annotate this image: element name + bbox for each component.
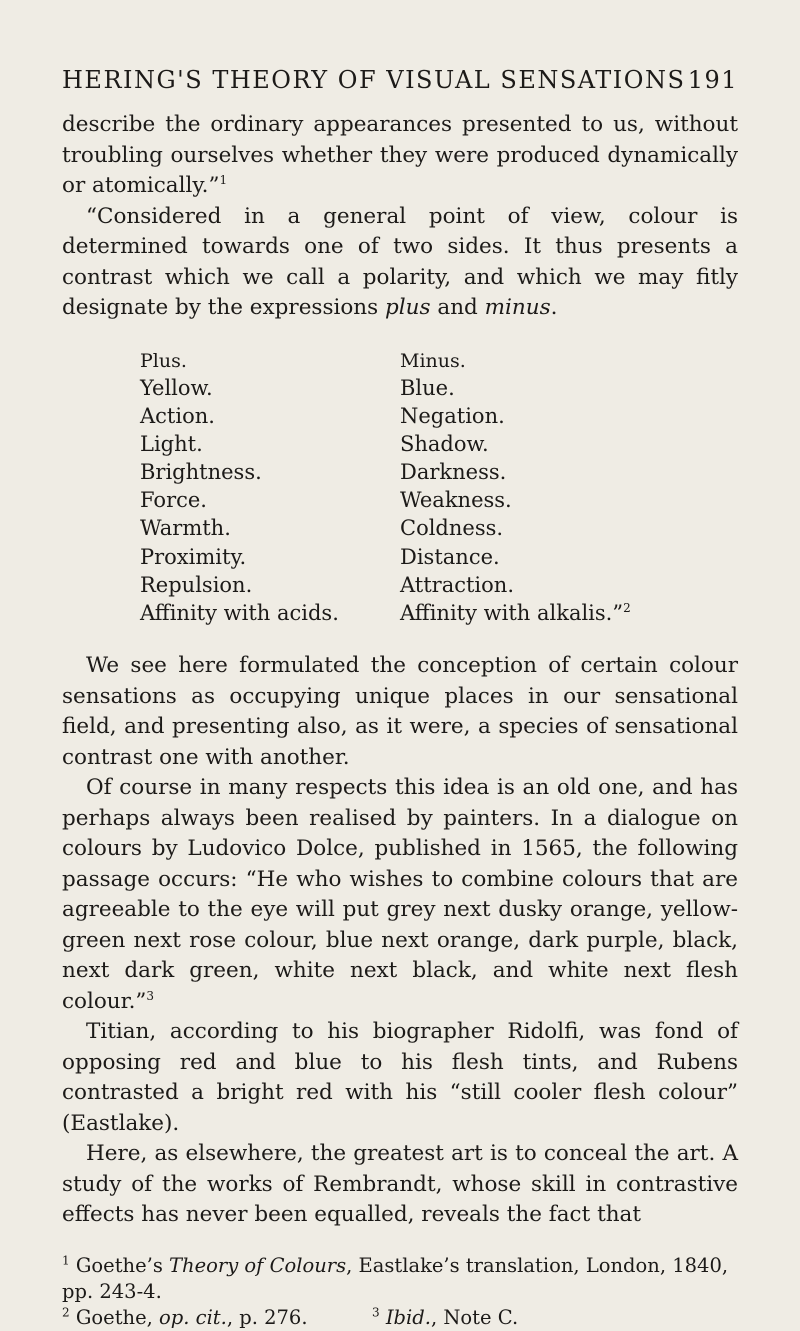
running-title: HERING'S THEORY OF VISUAL SENSATIONS [62, 66, 686, 94]
running-head [62, 66, 738, 94]
minus-term: minus [484, 295, 551, 320]
footnote-2-text: Goethe, [69, 1305, 160, 1329]
paragraph-4 [62, 773, 738, 1017]
plus-cell: Force. [140, 488, 207, 513]
plus-header: Plus. [140, 349, 187, 372]
minus-cell: Negation. [400, 403, 505, 428]
table-row [140, 573, 631, 601]
table-row [140, 545, 631, 573]
plus-term: plus [385, 295, 431, 320]
footnote-3-ibid: Ibid. [385, 1305, 431, 1329]
paragraph-1 [62, 110, 738, 202]
footnotes [62, 1253, 738, 1331]
plus-cell: Yellow. [140, 375, 213, 400]
footnote-ref-3: 3 [146, 988, 155, 1003]
table-row [140, 432, 631, 460]
table-header-row [140, 346, 631, 376]
minus-cell [400, 601, 631, 629]
footnote-ref-1: 1 [219, 172, 228, 187]
paragraph-2-text: “Considered in a general point of view, colour is determined towards one of two sides. It thus presents a contrast which we call a polarity, and which we may fitly designate by the expressions [62, 203, 738, 320]
table-row [140, 516, 631, 544]
table-row [140, 488, 631, 516]
period: . [550, 295, 558, 320]
table-row [140, 376, 631, 404]
minus-cell: Distance. [400, 544, 500, 569]
paragraph-4-text: Of course in many respects this idea is an old one, and has perhaps always been realised by painters. In a dialogue on colours by Ludovico Dolce, published in 1565, the following passage occurs: “He who wishes to combine colours that are agreeable to the eye will put grey next dusky orange, yellow-green next rose colour, blue next orange, dark purple, black, next dark green, white next black, and white next flesh colour.” [62, 775, 738, 1014]
footnote-2-op-cit: op. cit. [159, 1305, 227, 1329]
table-row [140, 404, 631, 432]
minus-cell: Darkness. [400, 460, 507, 485]
footnote-1-number: 1 [62, 1253, 70, 1268]
plus-cell: Brightness. [140, 460, 262, 485]
footnote-2-tail: , p. 276. [226, 1305, 308, 1329]
footnote-3 [372, 1305, 518, 1331]
footnote-1-title: Theory of Colours [169, 1253, 347, 1277]
footnote-3-tail: , Note C. [430, 1305, 519, 1329]
minus-cell: Coldness. [400, 516, 504, 541]
footnote-1 [62, 1253, 738, 1305]
footnote-3-number: 3 [372, 1305, 380, 1320]
paragraph-5: Titian, according to his biographer Ridolfi, was fond of opposing red and blue to his flesh tints, and Rubens contrasted a bright red with his “still cooler flesh colour” (Eastlake). [62, 1019, 738, 1136]
minus-header: Minus. [400, 349, 466, 372]
footnote-2 [62, 1305, 372, 1331]
minus-cell: Shadow. [400, 431, 489, 456]
plus-cell: Warmth. [140, 516, 231, 541]
footnote-ref-2: 2 [623, 601, 631, 615]
minus-cell: Attraction. [400, 572, 514, 597]
book-page [62, 66, 738, 1331]
table-row [140, 601, 631, 629]
footnote-row [62, 1305, 738, 1331]
plus-cell: Proximity. [140, 544, 247, 569]
page-number: 191 [687, 66, 738, 94]
and-text: and [430, 295, 485, 320]
minus-cell-text: Affinity with alkalis.” [400, 601, 624, 625]
paragraph-2 [62, 202, 738, 324]
minus-cell: Blue. [400, 375, 455, 400]
plus-cell: Repulsion. [140, 572, 253, 597]
paragraph-3: We see here formulated the conception of certain colour sensations as occupying unique places in our sensational field, and presenting also, as it were, a species of sensational contrast one with another. [62, 653, 738, 770]
footnote-2-number: 2 [62, 1305, 70, 1320]
footnote-1-text: Goethe’s [69, 1253, 170, 1277]
plus-cell: Action. [140, 403, 215, 428]
plus-cell: Affinity with acids. [140, 601, 339, 625]
footnote-1-tail: , Eastlake’s translation, London, 1840, pp. 243-4. [62, 1253, 729, 1303]
plus-cell: Light. [140, 431, 203, 456]
minus-cell: Weakness. [400, 488, 512, 513]
paragraph-1-text: describe the ordinary appearances presented to us, without troubling ourselves whether they were produced dynamically or atomically.” [62, 112, 738, 198]
table-row [140, 460, 631, 488]
polarity-table [140, 346, 631, 630]
paragraph-6: Here, as elsewhere, the greatest art is to conceal the art. A study of the works of Rembrandt, whose skill in contrastive effects has never been equalled, reveals the fact that [62, 1141, 738, 1228]
